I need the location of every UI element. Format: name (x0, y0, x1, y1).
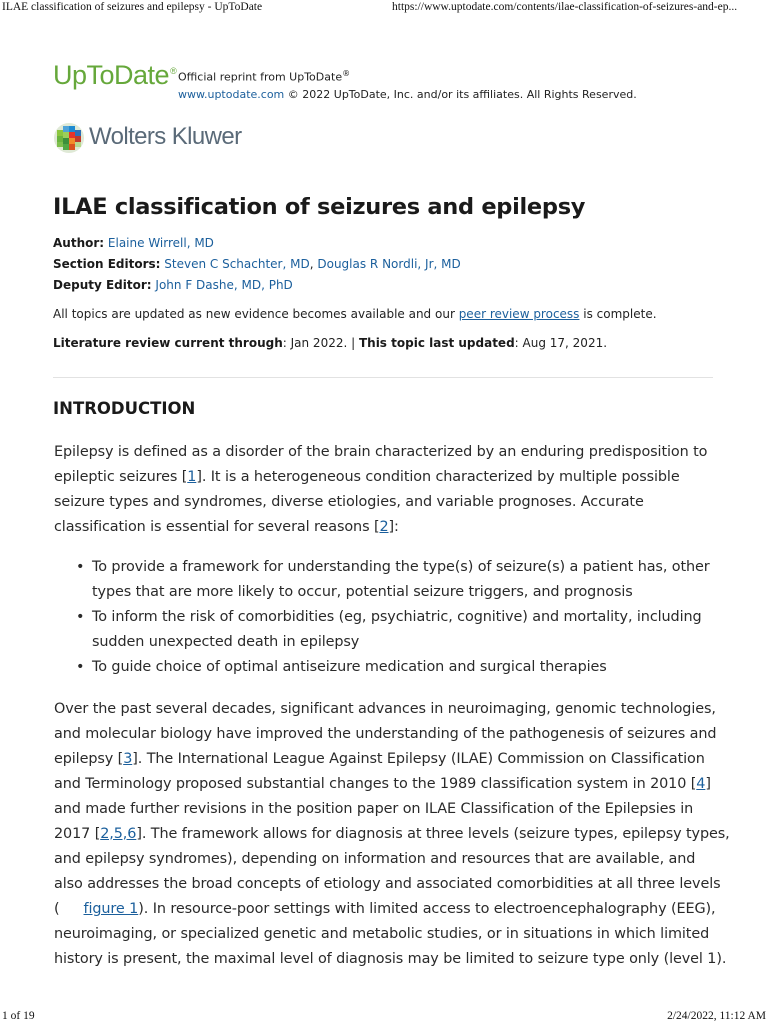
print-footer (0, 1010, 768, 1024)
text-run: ). In resource-poor settings with limited access to electroencephalography (EEG), (138, 901, 716, 917)
text-run: epilepsy [ (54, 751, 124, 767)
bullet-icon: • (76, 559, 85, 575)
bullet-icon: • (76, 609, 85, 625)
text-run: and molecular biology have improved the understanding of the pathogenesis of seizures and (54, 726, 717, 742)
text-run: 2017 [ (54, 826, 101, 842)
section-editor-link-2[interactable]: Douglas R Nordli, Jr, MD (317, 257, 461, 271)
reprint-text: Official reprint from UpToDate (178, 70, 343, 84)
introduction-heading: INTRODUCTION (53, 399, 196, 418)
bullet-icon: • (76, 659, 85, 675)
section-editors-label: Section Editors: (53, 257, 161, 271)
print-datetime: 2/24/2022, 11:12 AM (667, 1010, 766, 1022)
paragraph-line (54, 465, 734, 490)
paragraph-line (54, 822, 734, 847)
paragraph-line (54, 797, 734, 822)
text-run: and Terminology proposed substantial changes to the 1989 classification system in 2010 [ (54, 776, 697, 792)
uptodate-logo-mark: ® (170, 66, 177, 76)
paragraph-line (54, 772, 734, 797)
text-run: history is present, the maximal level of diagnosis may be limited to seizure type only (level 1). (54, 951, 727, 967)
intro-paragraph-1 (54, 440, 734, 540)
text-run: classification is essential for several reasons [ (54, 519, 380, 535)
section-editor-link-1[interactable]: Steven C Schachter, MD (164, 257, 310, 271)
paragraph-line (54, 722, 734, 747)
lit-review-label: Literature review current through (53, 336, 283, 350)
wolters-kluwer-mosaic-icon (53, 122, 85, 154)
wolters-kluwer-logo (53, 120, 313, 156)
list-item (54, 605, 734, 655)
paragraph-line (54, 922, 734, 947)
text-run: Over the past several decades, significant advances in neuroimaging, genomic technologies, (54, 701, 716, 717)
section-divider (53, 377, 713, 378)
brand-row (53, 58, 733, 101)
text-run: sudden unexpected death in epilepsy (92, 634, 360, 650)
paragraph-line (54, 947, 734, 972)
paragraph-line (54, 697, 734, 722)
paragraph-line (54, 847, 734, 872)
text-run: neuroimaging, or specialized genetic and metabolic studies, or in situations in which limited (54, 926, 710, 942)
reference-link-2[interactable]: 2 (379, 519, 389, 535)
paragraph-line (54, 490, 734, 515)
last-updated-label: This topic last updated (358, 336, 515, 350)
reference-link-1[interactable]: 1 (187, 469, 197, 485)
reprint-notice (178, 65, 637, 103)
reasons-list (54, 555, 734, 680)
text-run: types that are more likely to occur, potential seizure triggers, and prognosis (92, 584, 633, 600)
text-run: ]. The International League Against Epilepsy (ILAE) Commission on Classification (132, 751, 705, 767)
text-run: ] (705, 776, 711, 792)
uptodate-logo (53, 60, 175, 91)
review-dates (53, 333, 733, 353)
paragraph-line (54, 515, 734, 540)
reprint-mark: ® (342, 69, 351, 78)
text-run: also addresses the broad concepts of etiology and associated comorbidities at all three levels (54, 876, 721, 892)
list-item (54, 655, 734, 680)
text-run: Epilepsy is defined as a disorder of the brain characterized by an enduring predisposition to (54, 444, 708, 460)
text-run: epileptic seizures [ (54, 469, 188, 485)
figure-1-link[interactable]: figure 1 (83, 901, 139, 917)
update-note-text-pre: All topics are updated as new evidence becomes available and our (53, 307, 459, 321)
text-run: To provide a framework for understanding the type(s) of seizure(s) a patient has, other (92, 559, 710, 575)
paragraph-line (54, 897, 734, 922)
text-run: ]. The framework allows for diagnosis at three levels (seizure types, epilepsy types, (136, 826, 730, 842)
reference-link-2-5-6[interactable]: 2,5,6 (100, 826, 137, 842)
text-run: ( (54, 901, 60, 917)
text-run: ]: (388, 519, 399, 535)
page-number: 1 of 19 (2, 1010, 35, 1022)
deputy-editor-label: Deputy Editor: (53, 278, 152, 292)
deputy-editor-link[interactable]: John F Dashe, MD, PhD (155, 278, 293, 292)
text-run: To guide choice of optimal antiseizure medication and surgical therapies (92, 659, 607, 675)
text-run: To inform the risk of comorbidities (eg, psychiatric, cognitive) and mortality, including (92, 609, 702, 625)
print-header-url: https://www.uptodate.com/contents/ilae-classification-of-seizures-and-ep... (392, 1, 738, 13)
text-run: and epilepsy syndromes), depending on information and resources that are available, and (54, 851, 696, 867)
editors-separator: , (309, 257, 318, 271)
wolters-kluwer-name: Wolters Kluwer (89, 123, 242, 150)
print-header (0, 0, 768, 16)
reference-link-3[interactable]: 3 (123, 751, 133, 767)
paragraph-line (54, 872, 734, 897)
reference-link-4[interactable]: 4 (696, 776, 706, 792)
peer-review-link[interactable]: peer review process (458, 307, 580, 321)
last-updated-value: : Aug 17, 2021. (514, 336, 608, 350)
print-header-title: ILAE classification of seizures and epilepsy - UpToDate (2, 1, 263, 13)
author-line (53, 233, 733, 253)
author-label: Author: (53, 236, 105, 250)
uptodate-logo-text: UpToDate (53, 60, 170, 90)
paragraph-line (54, 440, 734, 465)
author-link[interactable]: Elaine Wirrell, MD (107, 236, 214, 250)
paragraph-line (54, 747, 734, 772)
deputy-editor-line (53, 275, 733, 295)
article-title: ILAE classification of seizures and epilepsy (53, 194, 586, 220)
text-run: seizure types and syndromes, diverse etiologies, and variable prognoses. Accurate (54, 494, 644, 510)
intro-paragraph-2 (54, 697, 734, 972)
text-run: ]. It is a heterogeneous condition characterized by multiple possible (196, 469, 680, 485)
text-run: and made further revisions in the position paper on ILAE Classification of the Epilepsies in (54, 801, 694, 817)
uptodate-site-link[interactable]: www.uptodate.com (178, 87, 285, 101)
copyright-text: © 2022 UpToDate, Inc. and/or its affiliates. All Rights Reserved. (284, 87, 637, 101)
list-item (54, 555, 734, 605)
section-editors-line (53, 254, 733, 274)
update-note-text-post: is complete. (579, 307, 657, 321)
lit-review-value: : Jan 2022. | (282, 336, 359, 350)
update-note (53, 304, 733, 324)
